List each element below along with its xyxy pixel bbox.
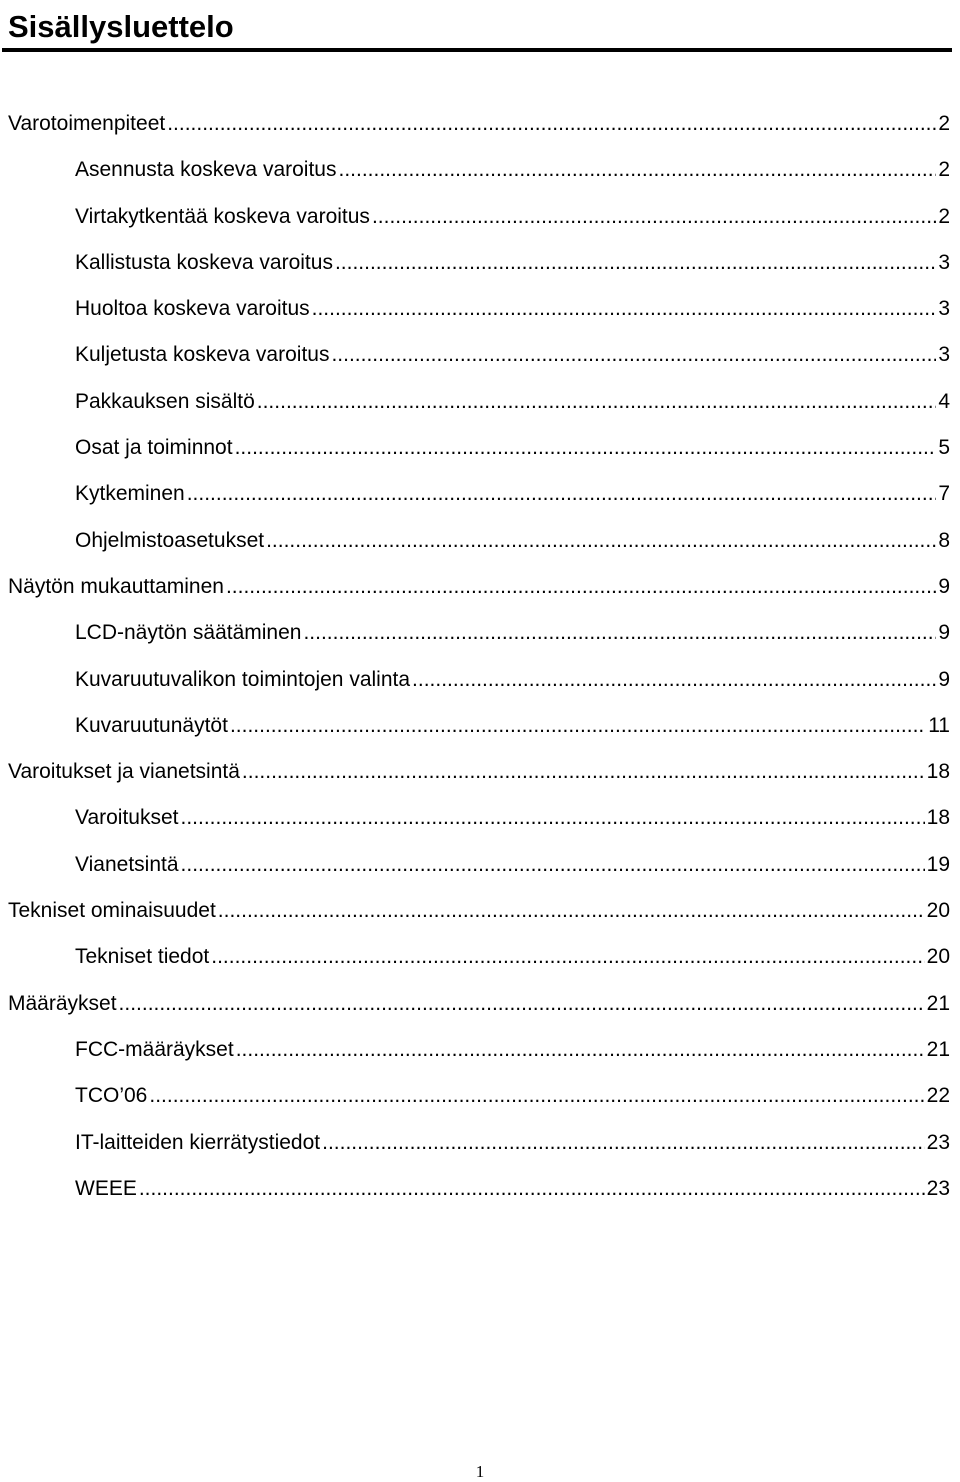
toc-entry[interactable]	[0, 473, 960, 519]
toc-entry[interactable]	[0, 983, 960, 1029]
toc-dot-leader	[236, 1029, 925, 1071]
toc-dot-leader	[119, 983, 925, 1025]
toc-dot-leader	[139, 1168, 925, 1210]
toc-entry-page: 9	[938, 621, 950, 645]
toc-entry-label: Näytön mukauttaminen	[8, 566, 226, 608]
toc-dot-leader	[149, 1075, 924, 1117]
toc-entry-label: Kuvaruutuvalikon toimintojen valinta	[75, 659, 412, 701]
toc-entry[interactable]	[0, 936, 960, 982]
toc-entry-page: 9	[938, 574, 950, 598]
toc-entry-page: 3	[938, 343, 950, 367]
toc-dot-leader	[187, 473, 937, 515]
toc-entry-label: Ohjelmistoasetukset	[75, 520, 266, 562]
toc-entry-label: Kallistusta koskeva varoitus	[75, 242, 335, 284]
page-title: Sisällysluettelo	[8, 9, 234, 44]
toc-dot-leader	[372, 196, 936, 238]
toc-dot-leader	[230, 705, 926, 747]
toc-entry-page: 2	[938, 158, 950, 182]
toc-dot-leader	[242, 751, 925, 793]
toc-entry-label: LCD-näytön säätäminen	[75, 612, 303, 654]
toc-entry[interactable]	[0, 427, 960, 473]
toc-entry[interactable]	[0, 1029, 960, 1075]
toc-dot-leader	[235, 427, 937, 469]
toc-entry[interactable]	[0, 242, 960, 288]
toc-dot-leader	[181, 797, 925, 839]
toc-entry[interactable]	[0, 520, 960, 566]
toc-entry[interactable]	[0, 1122, 960, 1168]
toc-entry[interactable]	[0, 149, 960, 195]
toc-entry-label: Tekniset tiedot	[75, 936, 211, 978]
toc-dot-leader	[218, 890, 925, 932]
toc-entry[interactable]	[0, 844, 960, 890]
toc-entry-label: Kuljetusta koskeva varoitus	[75, 334, 331, 376]
toc-entry-label: Tekniset ominaisuudet	[8, 890, 218, 932]
toc-dot-leader	[257, 381, 937, 423]
toc-entry-label: Kytkeminen	[75, 473, 187, 515]
toc-entry[interactable]	[0, 612, 960, 658]
toc-entry-page: 19	[926, 852, 950, 876]
toc-dot-leader	[412, 659, 936, 701]
toc-entry-page: 20	[926, 945, 950, 969]
page-number: 1	[475, 1462, 485, 1481]
toc-entry-label: WEEE	[75, 1168, 139, 1210]
toc-entry-page: 3	[938, 250, 950, 274]
toc-dot-leader	[167, 103, 936, 145]
toc-entry[interactable]	[0, 751, 960, 797]
toc-dot-leader	[303, 612, 936, 654]
toc-entry-label: Varotoimenpiteet	[8, 103, 167, 145]
toc-dot-leader	[312, 288, 937, 330]
toc-dot-leader	[266, 520, 936, 562]
toc-entry-label: Varoitukset ja vianetsintä	[8, 751, 242, 793]
toc-entry-label: Varoitukset	[75, 797, 181, 839]
toc-dot-leader	[211, 936, 924, 978]
toc-entry-page: 5	[938, 436, 950, 460]
toc-entry-page: 18	[926, 806, 950, 830]
toc-entry-page: 2	[938, 204, 950, 228]
toc-entry[interactable]	[0, 1168, 960, 1214]
toc-dot-leader	[338, 149, 936, 191]
toc-entry-page: 21	[926, 991, 950, 1015]
toc-entry[interactable]	[0, 797, 960, 843]
toc-entry-label: Huoltoa koskeva varoitus	[75, 288, 312, 330]
toc-entry-label: Määräykset	[8, 983, 119, 1025]
toc-dot-leader	[226, 566, 936, 608]
toc-entry-label: Asennusta koskeva varoitus	[75, 149, 338, 191]
toc-dot-leader	[331, 334, 936, 376]
toc-entry[interactable]	[0, 103, 960, 149]
toc-entry-label: Virtakytkentää koskeva varoitus	[75, 196, 372, 238]
toc-entry-page: 3	[938, 297, 950, 321]
toc-entry[interactable]	[0, 566, 960, 612]
toc-entry-page: 11	[928, 713, 950, 737]
toc-entry-label: IT-laitteiden kierrätystiedot	[75, 1122, 322, 1164]
table-of-contents	[0, 103, 960, 1214]
toc-entry-label: TCO’06	[75, 1075, 149, 1117]
toc-entry-page: 23	[926, 1130, 950, 1154]
toc-entry[interactable]	[0, 196, 960, 242]
toc-entry-label: Osat ja toiminnot	[75, 427, 235, 469]
toc-dot-leader	[335, 242, 936, 284]
toc-entry-page: 9	[938, 667, 950, 691]
toc-entry-label: Vianetsintä	[75, 844, 181, 886]
toc-dot-leader	[322, 1122, 925, 1164]
toc-entry[interactable]	[0, 890, 960, 936]
toc-entry-label: Kuvaruutunäytöt	[75, 705, 230, 747]
toc-entry-page: 22	[926, 1084, 950, 1108]
toc-entry[interactable]	[0, 288, 960, 334]
toc-entry-page: 2	[938, 112, 950, 135]
toc-entry[interactable]	[0, 705, 960, 751]
toc-entry-page: 7	[938, 482, 950, 506]
toc-entry-label: FCC-määräykset	[75, 1029, 236, 1071]
toc-entry-label: Pakkauksen sisältö	[75, 381, 257, 423]
title-underline	[2, 48, 952, 52]
toc-entry[interactable]	[0, 381, 960, 427]
toc-entry-page: 20	[926, 899, 950, 923]
toc-entry-page: 21	[926, 1037, 950, 1061]
toc-dot-leader	[181, 844, 925, 886]
toc-entry[interactable]	[0, 334, 960, 380]
toc-entry-page: 8	[938, 528, 950, 552]
toc-entry[interactable]	[0, 659, 960, 705]
toc-entry[interactable]	[0, 1075, 960, 1121]
toc-entry-page: 18	[926, 760, 950, 784]
toc-entry-page: 4	[938, 389, 950, 413]
toc-entry-page: 23	[926, 1176, 950, 1200]
